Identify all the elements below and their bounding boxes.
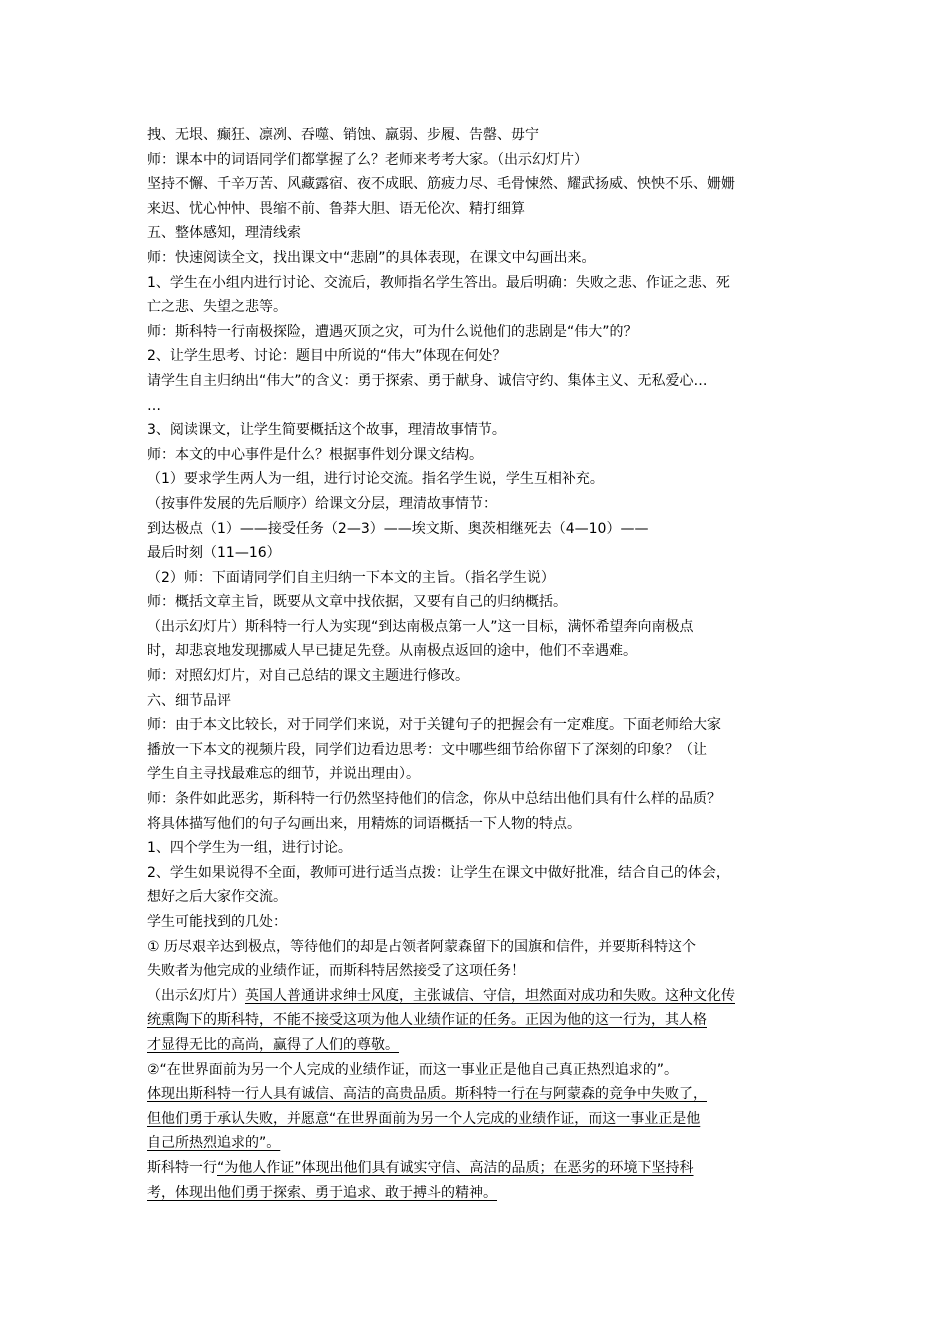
text-line: [147, 246, 815, 271]
text-segment: 最后时刻（11—16）: [147, 545, 281, 562]
text-line: [147, 910, 815, 935]
text-line: [147, 1082, 815, 1107]
text-segment: 时，却悲哀地发现挪威人早已捷足先登。从南极点返回的途中，他们不幸遇难。: [147, 643, 637, 660]
text-line: [147, 369, 815, 394]
text-line: [147, 590, 815, 615]
text-segment: 请学生自主归纳出“伟大”的含义：勇于探索、勇于献身、诚信守约、集体主义、无私爱心…: [147, 372, 708, 389]
text-segment: 1、四个学生为一组，进行讨论。: [147, 840, 352, 857]
underlined-text: 考，体现出他们勇于探索、勇于追求、敢于搏斗的精神。: [147, 1184, 497, 1201]
text-segment: 亡之悲、失望之悲等。: [147, 299, 287, 316]
text-line: [147, 1181, 815, 1206]
text-line: [147, 221, 815, 246]
text-segment: 学生自主寻找最难忘的细节，并说出理由）。: [147, 766, 420, 783]
text-segment: 五、整体感知，理清线索: [147, 225, 301, 242]
text-line: [147, 320, 815, 345]
underlined-text: 英国人普通讲求绅士风度，主张诚信、守信，坦然面对成功和失败。这种文化传: [245, 987, 735, 1004]
text-segment: 将具体描写他们的句子勾画出来，用精炼的词语概括一下人物的特点。: [147, 815, 581, 832]
text-segment: 学生可能找到的几处：: [147, 914, 287, 930]
text-line: [147, 271, 815, 296]
text-segment: 来迟、忧心忡忡、畏缩不前、鲁莽大胆、语无伦次、精打细算: [147, 200, 525, 217]
text-line: [147, 172, 815, 197]
text-segment: 师：斯科特一行南极探险，遭遇灭顶之灾，可为什么说他们的悲剧是“伟大”的？: [147, 323, 638, 340]
text-line: [147, 394, 815, 419]
text-segment: （按事件发展的先后顺序）给课文分层，理清故事情节：: [147, 495, 497, 512]
text-line: [147, 1008, 815, 1033]
text-line: [147, 861, 815, 886]
text-segment: 想好之后大家作交流。: [147, 889, 287, 906]
text-line: [147, 787, 815, 812]
text-line: [147, 713, 815, 738]
text-segment: 师：条件如此恶劣，斯科特一行仍然坚持他们的信念，你从中总结出他们具有什么样的品质？: [147, 791, 721, 808]
text-line: [147, 615, 815, 640]
text-segment: 师：由于本文比较长，对于同学们来说，对于关键句子的把握会有一定难度。下面老师给大家: [147, 717, 721, 734]
text-line: [147, 344, 815, 369]
text-segment: 坚持不懈、千辛万苦、风藏露宿、夜不成眠、筋疲力尽、毛骨悚然、耀武扬威、怏怏不乐、姗姗: [147, 176, 735, 193]
underlined-text: 才显得无比的高尚，赢得了人们的尊敬。: [147, 1036, 399, 1053]
underlined-text: 体现出斯科特一行人具有诚信、高洁的高贵品质。斯科特一行在与阿蒙森的竞争中失败了，: [147, 1086, 707, 1103]
text-line: [147, 566, 815, 591]
text-line: [147, 885, 815, 910]
text-segment: 师：对照幻灯片，对自己总结的课文主题进行修改。: [147, 668, 469, 685]
text-line: [147, 984, 815, 1009]
text-segment: 到达极点（1）——接受任务（2—3）——埃文斯、奥茨相继死去（4—10）——: [147, 520, 649, 537]
text-line: [147, 639, 815, 664]
text-segment: ① 历尽艰辛达到极点，等待他们的却是占领者阿蒙森留下的国旗和信件，并要斯科特这个: [147, 938, 696, 955]
underlined-text: 但他们勇于承认失败，并愿意“在世界面前为另一个人完成的业绩作证，而这一事业正是他: [147, 1110, 701, 1127]
text-segment: 2、学生如果说得不全面，教师可进行适当点拨：让学生在课文中做好批准，结合自己的体会，: [147, 864, 730, 881]
text-line: [147, 959, 815, 984]
text-line: [147, 1033, 815, 1058]
text-segment: 师：课本中的词语同学们都掌握了么？老师来考考大家。（出示幻灯片）: [147, 151, 588, 168]
text-segment: 六、细节品评: [147, 692, 231, 709]
text-segment: 播放一下本文的视频片段，同学们边看边思考：文中哪些细节给你留下了深刻的印象？（让: [147, 741, 707, 758]
text-line: [147, 123, 815, 148]
text-segment: 1、学生在小组内进行讨论、交流后，教师指名学生答出。最后明确：失败之悲、作证之悲、死: [147, 274, 730, 291]
text-line: [147, 1058, 815, 1083]
text-segment: （出示幻灯片）斯科特一行人为实现“到达南极点第一人”这一目标，满怀希望奔向南极点: [147, 618, 694, 635]
text-line: [147, 1131, 815, 1156]
text-line: [147, 517, 815, 542]
text-line: [147, 812, 815, 837]
text-segment: 2、让学生思考、讨论：题目中所说的“伟大”体现在何处？: [147, 348, 507, 365]
text-line: [147, 148, 815, 173]
text-line: [147, 1107, 815, 1132]
underlined-text: “为他人作证”体现出他们具有诚实守信、高洁的品质；在恶劣的环境下坚持科: [217, 1159, 694, 1176]
text-line: [147, 197, 815, 222]
text-line: [147, 762, 815, 787]
text-line: [147, 935, 815, 960]
text-line: [147, 738, 815, 763]
text-segment: 失败者为他完成的业绩作证，而斯科特居然接受了这项任务！: [147, 963, 525, 980]
text-line: [147, 689, 815, 714]
text-segment: （2）师：下面请同学们自主归纳一下本文的主旨。（指名学生说）: [147, 569, 555, 586]
text-line: [147, 1156, 815, 1181]
underlined-text: 自己所热烈追求的”。: [147, 1135, 281, 1152]
text-line: [147, 836, 815, 861]
text-line: [147, 492, 815, 517]
text-line: [147, 443, 815, 468]
text-segment: （1）要求学生两人为一组，进行讨论交流。指名学生说，学生互相补充。: [147, 471, 604, 488]
text-segment: 师：本文的中心事件是什么？根据事件划分课文结构。: [147, 446, 483, 463]
text-line: [147, 664, 815, 689]
text-line: [147, 541, 815, 566]
underlined-text: 统熏陶下的斯科特，不能不接受这项为他人业绩作证的任务。正因为他的这一行为，其人格: [147, 1012, 707, 1029]
text-segment: ②“在世界面前为另一个人完成的业绩作证，而这一事业正是他自己真正热烈追求的”。: [147, 1061, 679, 1078]
document-body: [147, 123, 815, 1205]
text-line: [147, 295, 815, 320]
text-segment: 3、阅读课文，让学生简要概括这个故事，理清故事情节。: [147, 422, 506, 439]
text-segment: 师：概括文章主旨，既要从文章中找依据，又要有自己的归纳概括。: [147, 594, 567, 611]
text-segment: 斯科特一行: [147, 1159, 217, 1176]
text-line: [147, 467, 815, 492]
text-segment: 师：快速阅读全文，找出课文中“悲剧”的具体表现，在课文中勾画出来。: [147, 249, 596, 266]
text-segment: 拽、无垠、癫狂、凛冽、吞噬、销蚀、羸弱、步履、告罄、毋宁: [147, 127, 539, 143]
text-segment: …: [147, 397, 161, 414]
text-segment: （出示幻灯片）: [147, 987, 245, 1004]
text-line: [147, 418, 815, 443]
